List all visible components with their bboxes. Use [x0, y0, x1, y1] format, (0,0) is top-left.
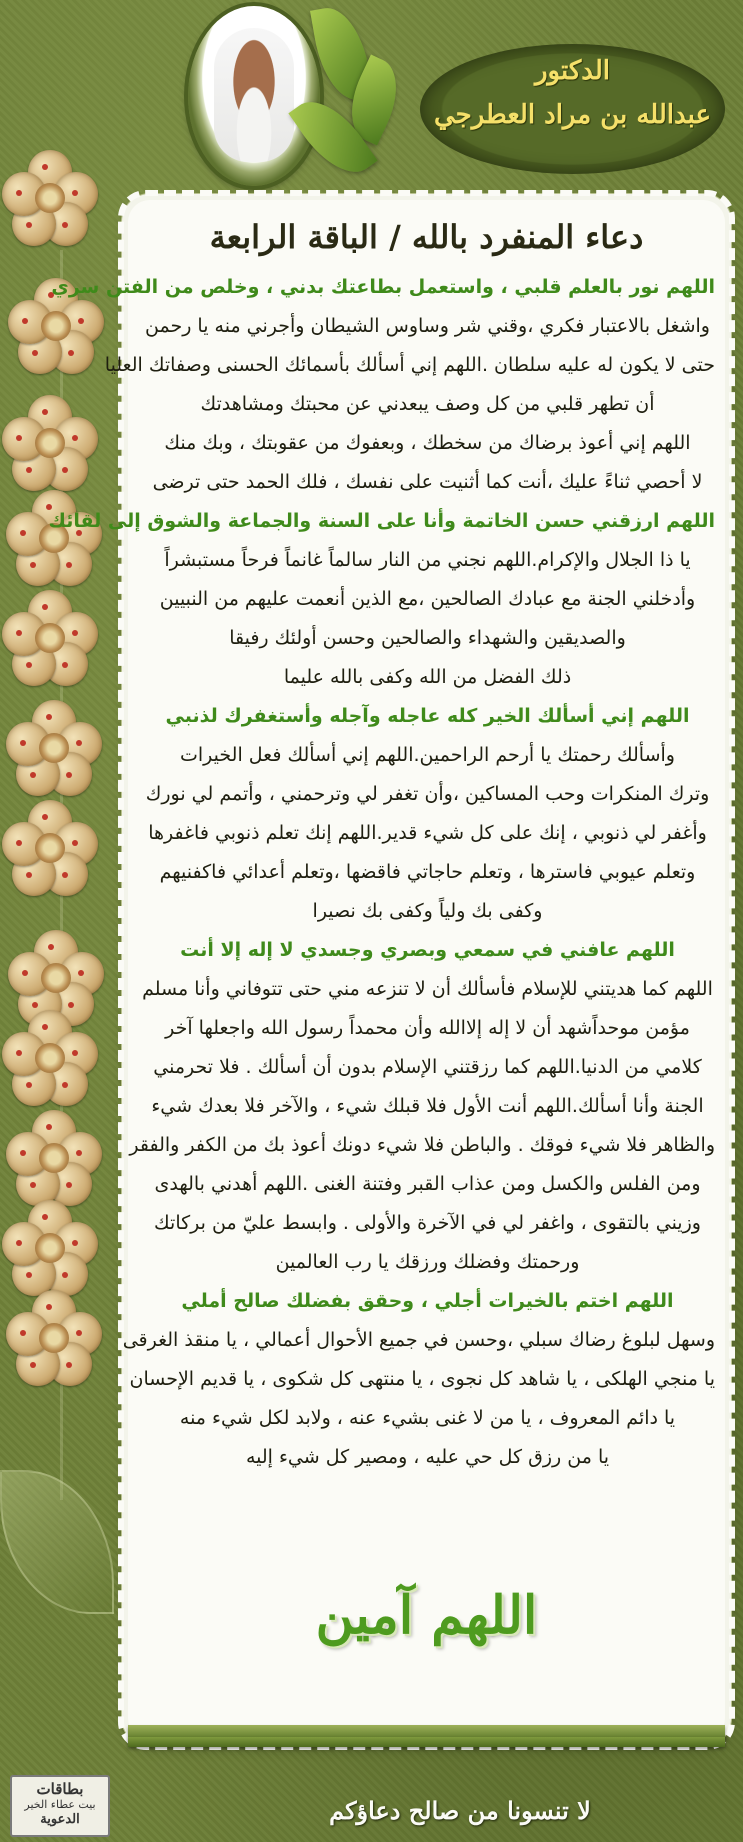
- dua-line: مؤمن موحداًشهد أن لا إله إلاالله وأن محمداً رسول الله واجعلها آخر: [165, 1017, 690, 1039]
- dua-text: [48, 268, 715, 1477]
- decorative-flower: [6, 1290, 102, 1386]
- decorative-flower: [6, 1110, 102, 1206]
- dua-line: أن تطهر قلبي من كل وصف يبعدني عن محبتك ومشاهدتك: [200, 393, 655, 415]
- logo-line: الدعوية: [40, 1812, 80, 1827]
- dua-line: وسهل لبلوغ رضاك سبلي ،وحسن في جميع الأحوال أعمالي ، يا منقذ الغرقى: [122, 1329, 715, 1351]
- dua-line: وزيني بالتقوى ، واغفر لي في الآخرة والأولى . وابسط عليّ من بركاتك: [154, 1212, 701, 1234]
- dua-line: واشغل بالاعتبار فكري ،وقني شر وساوس الشيطان وأجرني منه يا رحمن: [145, 315, 710, 337]
- decorative-ribbon: [128, 1705, 725, 1759]
- dua-line: ذلك الفضل من الله وكفى بالله عليما: [283, 666, 572, 688]
- dua-subheading: اللهم نور بالعلم قلبي ، واستعمل بطاعتك بدني ، وخلص من الفتن سري: [51, 276, 715, 298]
- dua-line: الجنة وأنا أسألك.اللهم أنت الأول فلا قبلك شيء ، والآخر فلا بعدك شيء: [151, 1095, 704, 1117]
- amen-text: اللهم آمين: [315, 1585, 538, 1646]
- decorative-flower: [6, 700, 102, 796]
- dua-line: ورحمتك وفضلك ورزقك يا رب العالمين: [275, 1251, 580, 1273]
- dua-line: ومن الفلس والكسل ومن عذاب القبر وفتنة الغنى .اللهم أهدني بالهدى: [154, 1173, 701, 1195]
- dua-subheading: اللهم اختم بالخيرات أجلي ، وحقق بفضلك صالح أملي: [181, 1290, 674, 1312]
- dua-line: وأسألك رحمتك يا أرحم الراحمين.اللهم إني أسألك فعل الخيرات: [180, 744, 675, 766]
- logo-line: بيت عطاء الخير: [24, 1798, 96, 1811]
- dua-line: اللهم إني أعوذ برضاك من سخطك ، وبعفوك من عقوبتك ، وبك منك: [164, 432, 691, 454]
- dua-line: وأدخلني الجنة مع عبادك الصالحين ،مع الذين أنعمت عليهم من النبيين: [159, 588, 696, 610]
- decorative-leaves: [300, 0, 410, 200]
- dua-line: يا من رزق كل حي عليه ، ومصير كل شيء إليه: [245, 1446, 610, 1468]
- decorative-flower: [2, 590, 98, 686]
- dua-subheading: اللهم إني أسألك الخير كله عاجله وآجله وأستغفرك لذنبي: [165, 705, 690, 727]
- logo-line: بطاقات: [36, 1780, 84, 1798]
- decorative-flower: [2, 395, 98, 491]
- dua-line: وكفى بك ولياً وكفى بك نصيرا: [312, 900, 543, 922]
- decorative-flower: [2, 1010, 98, 1106]
- decorative-flower: [2, 800, 98, 896]
- dua-line: يا دائم المعروف ، يا من لا غنى بشيء عنه ، ولابد لكل شيء منه: [179, 1407, 676, 1429]
- author-name: عبدالله بن مراد العطرجي: [433, 100, 712, 130]
- dua-line: كلامي من الدنيا.اللهم كما رزقتني الإسلام بدون أن أسألك . فلا تحرمني: [153, 1056, 702, 1078]
- dua-line: وأغفر لي ذنوبي ، إنك على كل شيء قدير.اللهم إنك تعلم ذنوبي فاغفرها: [148, 822, 707, 844]
- author-title: الدكتور: [534, 56, 610, 86]
- dua-line: يا ذا الجلال والإكرام.اللهم نجني من النار سالماً غانماً فرحاً مستبشراً: [164, 549, 691, 571]
- dua-line: حتى لا يكون له عليه سلطان .اللهم إني أسألك بأسمائك الحسنى وصفاتك العليا: [104, 354, 715, 376]
- portrait-image: [214, 28, 294, 162]
- brand-logo: [10, 1775, 110, 1837]
- dua-line: اللهم كما هديتني للإسلام فأسألك أن لا تنزعه مني حتى تتوفاني وأنا مسلم: [142, 978, 713, 1000]
- dua-line: لا أحصي ثناءً عليك ،أنت كما أثنيت على نفسك ، فلك الحمد حتى ترضى: [152, 471, 703, 493]
- footer-message: لا تنسونا من صالح دعاؤكم: [329, 1796, 591, 1825]
- dua-line: والصديقين والشهداء والصالحين وحسن أولئك رفيقا: [229, 627, 626, 649]
- dua-line: والظاهر فلا شيء فوقك . والباطن فلا شيء دونك أعوذ بك من الكفر والفقر: [129, 1134, 715, 1156]
- decorative-flower: [2, 150, 98, 246]
- dua-line: يا منجي الهلكى ، يا شاهد كل نجوى ، يا منتهى كل شكوى ، يا قديم الإحسان: [129, 1368, 715, 1390]
- dua-subheading: اللهم ارزقني حسن الخاتمة وأنا على السنة والجماعة والشوق إلى لقائك: [48, 510, 715, 532]
- decorative-flower: [2, 1200, 98, 1296]
- dua-heading: دعاء المنفرد بالله / الباقة الرابعة: [209, 218, 644, 256]
- dua-line: وتعلم عيوبي فاسترها ، وتعلم حاجاتي فاقضها ،وتعلم أعدائي فاكفنيهم: [159, 861, 696, 883]
- dua-subheading: اللهم عافني في سمعي وبصري وجسدي لا إله إلا أنت: [180, 939, 675, 961]
- dua-line: وترك المنكرات وحب المساكين ،وأن تغفر لي وترحمني ، وأتمم لي نورك: [145, 783, 710, 805]
